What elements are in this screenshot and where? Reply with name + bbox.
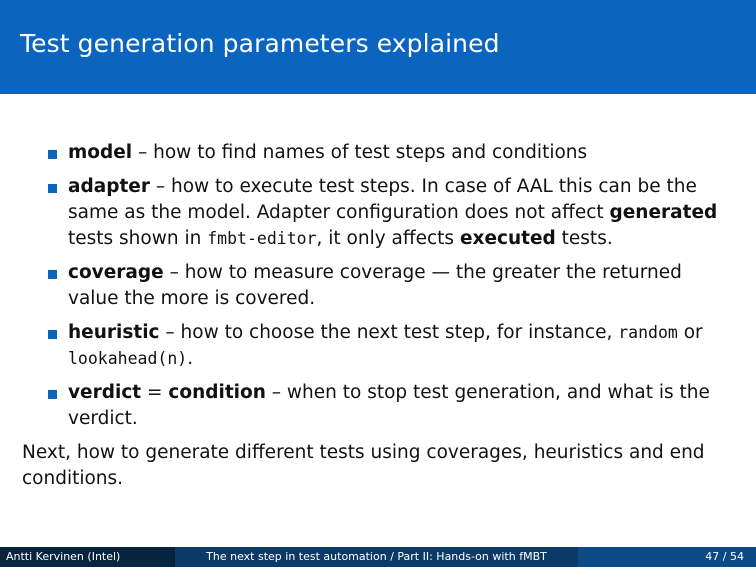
square-bullet-icon — [48, 330, 57, 339]
term-condition: condition — [168, 382, 266, 403]
footer-author: Antti Kervinen (Intel) — [0, 547, 175, 567]
slide-content — [22, 140, 728, 492]
term-heuristic: heuristic — [68, 322, 160, 343]
term-coverage: coverage — [68, 262, 164, 283]
bullet-list — [22, 140, 728, 432]
square-bullet-icon — [48, 390, 57, 399]
square-bullet-icon — [48, 150, 57, 159]
bullet-text: , it only affects — [316, 228, 460, 249]
footer — [0, 547, 756, 567]
bullet-verdict — [22, 380, 728, 432]
bullet-coverage — [22, 260, 728, 312]
bullet-text: – how to find names of test steps and conditions — [132, 142, 588, 163]
bullet-heuristic — [22, 320, 728, 372]
bullet-text: . — [187, 348, 194, 369]
term-verdict: verdict — [68, 382, 142, 403]
bullet-text: – how to measure coverage — the greater the returned value the more is covered. — [68, 262, 682, 309]
code-fmbt-editor: fmbt-editor — [207, 229, 317, 248]
term-adapter: adapter — [68, 176, 150, 197]
square-bullet-icon — [48, 270, 57, 279]
bullet-text: tests shown in — [68, 228, 208, 249]
code-random: random — [618, 323, 678, 342]
title-bar — [0, 0, 756, 94]
closing-paragraph: Next, how to generate different tests using coverages, heuristics and end conditions. — [22, 442, 705, 489]
bullet-model — [22, 140, 728, 166]
emphasis-generated: generated — [609, 202, 718, 223]
bullet-text: – how to choose the next test step, for instance, — [159, 322, 619, 343]
bullet-text: tests. — [555, 228, 613, 249]
slide-title: Test generation parameters explained — [20, 29, 500, 58]
term-model: model — [68, 142, 133, 163]
emphasis-executed: executed — [459, 228, 556, 249]
bullet-text: – how to execute test steps. In case of AAL this can be the same as the model. Adapter configuration does not affect — [68, 176, 697, 223]
equals-sign: = — [141, 382, 169, 403]
square-bullet-icon — [48, 184, 57, 193]
bullet-text: or — [677, 322, 703, 343]
bullet-adapter — [22, 174, 728, 252]
code-lookahead: lookahead(n) — [68, 349, 188, 368]
footer-page-number: 47 / 54 — [578, 547, 756, 567]
bullet-text: – when to stop test generation, and what is the verdict. — [68, 382, 710, 429]
footer-talk-title: The next step in test automation / Part II: Hands-on with fMBT — [175, 547, 578, 567]
